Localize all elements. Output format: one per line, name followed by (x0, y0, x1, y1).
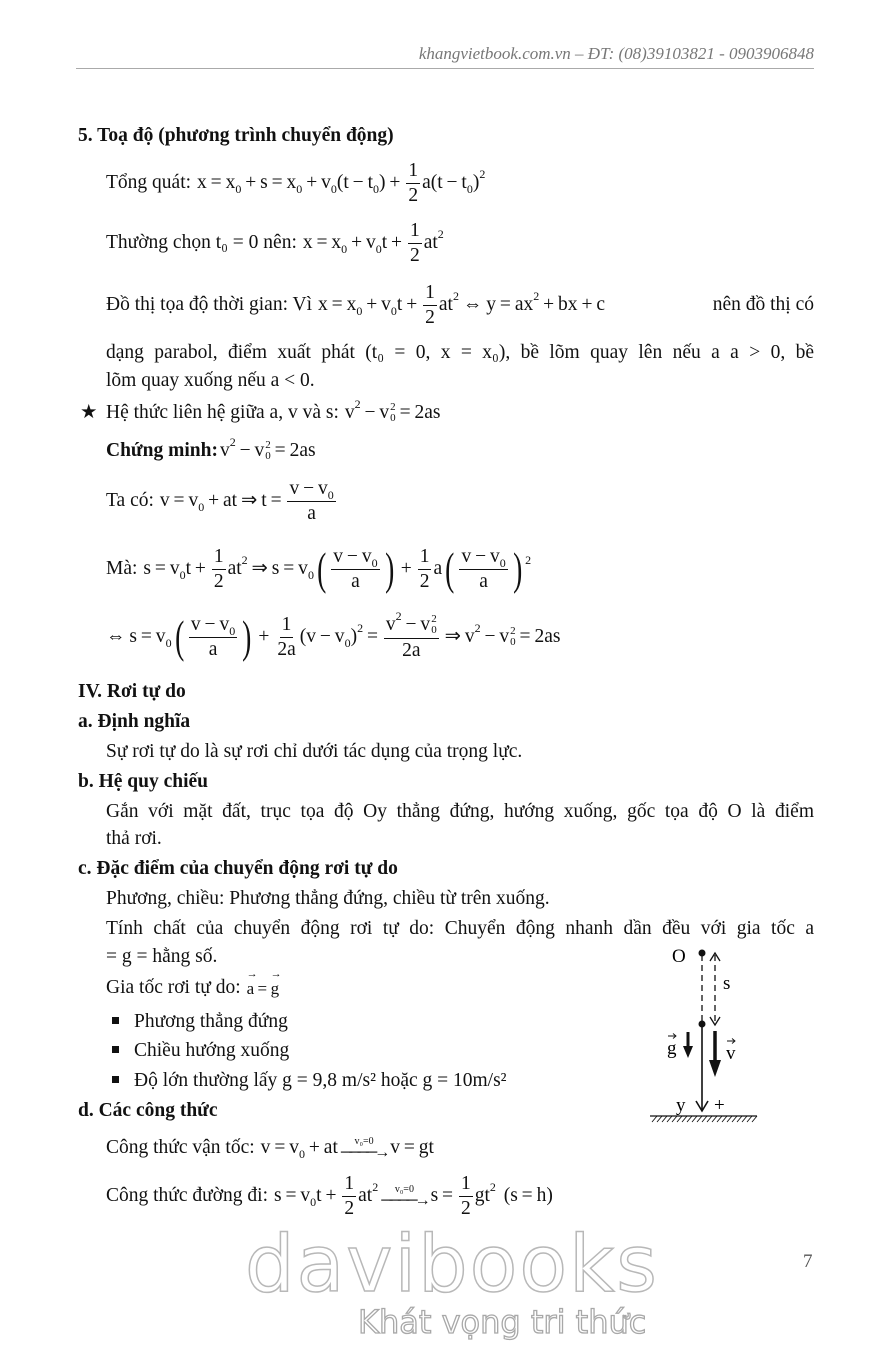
star-icon: ★ (80, 402, 98, 424)
taco-line (106, 477, 338, 525)
math-text: + v (347, 232, 376, 254)
label: Tổng quát: (106, 172, 192, 194)
math-text: + s = x (241, 172, 297, 194)
superscript: 2 (241, 553, 248, 567)
denominator (406, 184, 420, 206)
large-parenthesis: ) (242, 611, 252, 662)
superscript: 2 (533, 289, 540, 303)
superscript: 2 (489, 1180, 496, 1194)
numerator (459, 1174, 473, 1197)
numerator (287, 479, 335, 502)
denominator (477, 570, 490, 592)
subscript: 0 (466, 182, 473, 196)
math-text: + (254, 626, 274, 648)
subscript: 0 (179, 568, 186, 582)
large-parenthesis: ) (512, 543, 523, 594)
math-text: 2 (460, 1197, 471, 1219)
equation (247, 980, 279, 997)
page-number: 7 (803, 1251, 813, 1272)
fraction (408, 221, 422, 265)
math-text: + v (362, 294, 391, 316)
superscript: 2 (431, 612, 437, 625)
sub-superscript (431, 614, 437, 636)
math-text: s = (430, 1185, 457, 1207)
numerator (418, 547, 432, 570)
bullet-icon (112, 1046, 119, 1053)
page-header: khangvietbook.com.vn – ĐT: (08)39103821 - 0903906848 (418, 44, 814, 63)
text: nên đồ thị có (712, 294, 814, 316)
parabola-text-2: lõm quay xuống nếu a < 0. (106, 370, 315, 391)
math-text: 1 (419, 546, 430, 567)
bullet-icon (112, 1076, 119, 1083)
superscript: 2 (525, 553, 532, 567)
math-text: v = v (260, 1137, 299, 1159)
arrow-condition: v₀=0 (394, 1183, 414, 1195)
math-text: 2 (213, 570, 224, 592)
math-text: a(t − t (422, 172, 467, 194)
large-parenthesis: ( (317, 543, 327, 594)
subscript: 0 (307, 568, 314, 582)
subscript: 0 (344, 636, 351, 650)
superscript: 2 (357, 621, 364, 635)
fraction (418, 547, 432, 591)
watermark-slogan: Khát vọng tri thức (358, 1303, 647, 1341)
equation (106, 608, 561, 662)
fraction (331, 547, 379, 591)
free-fall-diagram (640, 935, 770, 1130)
equation (344, 397, 441, 424)
superscript: 2 (372, 1180, 379, 1194)
large-parenthesis: ) (384, 543, 394, 594)
subscript: 0 (356, 304, 363, 318)
math-text: (s = h) (495, 1185, 553, 1207)
math-text: s = v (143, 558, 180, 580)
subscript: 0 (341, 242, 348, 256)
math-text: = (254, 978, 271, 998)
math-text: a (351, 570, 360, 592)
subscript: 0 (390, 304, 397, 318)
math-text: 1 (460, 1173, 471, 1194)
equation (318, 283, 605, 327)
subscript: 0 (330, 182, 337, 196)
bullet-text: Độ lớn thường lấy g = 9,8 m/s² hoặc g = 10m/s² (134, 1070, 507, 1091)
math-text: = 2as (515, 626, 561, 648)
numerator (408, 221, 422, 244)
arrow-icon: ────→ (340, 1143, 388, 1161)
subsection-d-title: d. Các công thức (78, 1100, 218, 1121)
math-text: at (358, 1185, 373, 1207)
denominator (423, 306, 437, 328)
fraction (423, 283, 437, 327)
math-text: 2a (402, 639, 421, 661)
math-text: 2 (408, 184, 419, 206)
subscript: 0 (229, 623, 236, 638)
origin-label: O (672, 946, 686, 967)
v-label: v (726, 1043, 736, 1064)
math-text: t + (396, 294, 422, 316)
acceleration-line (106, 974, 279, 1002)
math-text: ) (350, 626, 358, 648)
math-text: − v (480, 626, 510, 648)
fraction (459, 1174, 473, 1218)
large-parenthesis: ( (445, 543, 455, 594)
watermark-logo: davibooks (245, 1220, 659, 1310)
bullet-icon (112, 1017, 119, 1024)
subscript: 0 (375, 242, 382, 256)
fraction (275, 615, 297, 659)
denominator (207, 638, 220, 660)
math-text: ) + (379, 172, 405, 194)
math-text: a (479, 570, 488, 592)
relation-line (80, 398, 440, 428)
subscript: 0 (327, 487, 334, 502)
numerator (406, 161, 420, 184)
frame-text-2: thả rơi. (106, 828, 162, 849)
arrow-condition: v₀=0 (354, 1135, 374, 1147)
g-label: g (667, 1038, 677, 1059)
math-text: ⇒ s = v (247, 558, 308, 580)
subscript: 0 (510, 636, 516, 648)
math-text: x = x (302, 232, 342, 254)
subscript: 0 (373, 182, 379, 196)
math-text: (t − t (336, 172, 373, 194)
superscript: 2 (229, 435, 236, 449)
definition-text: Sự rơi tự do là sự rơi chỉ dưới tác dụng của trọng lực. (106, 741, 523, 762)
subscript: 0 (390, 412, 396, 424)
bullet-text: Chiều hướng xuống (134, 1040, 290, 1061)
general-formula (106, 160, 485, 206)
math-text: ⇔ s = v (106, 626, 166, 648)
denominator (418, 570, 432, 592)
bullet-text: Phương thẳng đứng (134, 1011, 288, 1032)
fraction (384, 608, 439, 661)
math-text: a (208, 638, 218, 660)
label: Mà: (106, 558, 138, 580)
ground-hatch (652, 1116, 757, 1122)
math-text: − v (401, 614, 431, 635)
math-text: at (227, 558, 242, 580)
g-arrow-icon (683, 1046, 693, 1058)
property-text: Tính chất của chuyển động rơi tự do: Chuyển động nhanh dần đều với gia tốc a (106, 918, 814, 939)
subscript: 0 (198, 500, 205, 514)
label: Công thức vận tốc: (106, 1137, 255, 1159)
equation (143, 543, 532, 594)
y-label: y (676, 1095, 686, 1116)
denominator (400, 639, 422, 661)
math-text: v − v (190, 614, 230, 635)
graph-formula (106, 282, 814, 328)
arrow-icon: ────→ (381, 1191, 428, 1209)
fraction (459, 547, 507, 591)
subscript: 0 (310, 1195, 317, 1209)
math-text: = 2as (395, 402, 441, 424)
proof-line (106, 436, 316, 466)
superscript: 2 (437, 227, 444, 241)
equation (303, 221, 444, 265)
equation (274, 1174, 553, 1218)
math-text: = 2as (270, 440, 316, 462)
math-text: 2 (425, 306, 435, 328)
equation (261, 1137, 434, 1160)
math-text: ⇒ v (440, 626, 475, 648)
numerator (384, 608, 439, 639)
math-text: a (307, 502, 316, 524)
math-text: 1 (213, 546, 224, 567)
math-text: − v (360, 402, 390, 424)
numerator (189, 615, 237, 638)
denominator (349, 570, 362, 592)
frame-text: Gắn với mặt đất, trục tọa độ Oy thẳng đứng, hướng xuống, gốc tọa độ O là điểm (106, 801, 814, 822)
label: Ta có: (106, 490, 154, 512)
math-text: t + (185, 558, 210, 580)
subscript: 0 (235, 182, 242, 196)
direction-text: Phương, chiều: Phương thẳng đứng, chiều từ trên xuống. (106, 888, 550, 909)
denominator (212, 570, 226, 592)
subsection-c-title: c. Đặc điểm của chuyển động rơi tự do (78, 858, 398, 879)
denominator (305, 502, 318, 524)
math-text: at (423, 232, 438, 254)
velocity-formula (106, 1132, 434, 1164)
choose-formula (106, 220, 444, 266)
math-text: 1 (281, 614, 292, 635)
numerator (459, 547, 507, 570)
math-text: ⇔ y = ax (458, 294, 534, 316)
subscript: 0 (371, 555, 378, 570)
subscript: 0 (499, 555, 506, 570)
label: Chứng minh: (106, 440, 218, 462)
final-line (100, 610, 560, 664)
superscript: 2 (452, 289, 459, 303)
math-text: v = v (159, 490, 199, 512)
math-text: x = x (318, 294, 357, 316)
implies-arrow (381, 1185, 427, 1208)
property-text-2: = g = hằng số. (106, 946, 218, 967)
plus-label: + (714, 1095, 725, 1116)
math-text: x = x (197, 172, 236, 194)
math-text: = (363, 626, 382, 648)
superscript: 2 (390, 401, 396, 413)
equation (219, 435, 316, 462)
denominator (342, 1197, 356, 1219)
superscript: 2 (474, 621, 481, 635)
bullet-item (112, 1012, 288, 1032)
math-text: v − v (289, 478, 328, 499)
parabola-text: dạng parabol, điểm xuất phát (t₀ = 0, x = x₀), bề lõm quay lên nếu a a > 0, bề (106, 342, 814, 363)
math-text: v (344, 402, 355, 424)
math-text: 1 (344, 1173, 355, 1194)
superscript: 2 (510, 625, 516, 637)
math-text: gt (474, 1185, 490, 1207)
math-text: 2a (277, 638, 296, 660)
numerator (331, 547, 379, 570)
ma-line (106, 542, 531, 596)
subscript: 0 (298, 1146, 305, 1161)
math-text: 1 (408, 160, 419, 181)
math-text: t + (316, 1185, 341, 1207)
math-text: v − v (333, 546, 372, 567)
numerator (423, 283, 437, 306)
math-text: a (433, 558, 443, 580)
math-text: + v (302, 172, 331, 194)
math-text: + at (304, 1137, 338, 1159)
math-text: v − v (461, 546, 500, 567)
subscript: 0 (165, 636, 172, 650)
distance-formula (106, 1172, 553, 1220)
denominator (408, 244, 422, 266)
v-arrow-icon (709, 1060, 721, 1077)
math-text: + bx + c (539, 294, 606, 316)
vector: → g (271, 980, 280, 997)
label: Gia tốc rơi tự do: (106, 977, 241, 999)
math-text: 1 (409, 220, 420, 241)
fraction (212, 547, 226, 591)
math-text: at (438, 294, 453, 316)
fraction (406, 161, 420, 205)
math-text: v = gt (390, 1137, 434, 1159)
section-4-title: IV. Rơi tự do (78, 681, 186, 702)
denominator (459, 1197, 473, 1219)
fraction (287, 479, 335, 523)
fraction (342, 1174, 356, 1218)
numerator (212, 547, 226, 570)
math-text: v (219, 440, 230, 462)
subsection-b-title: b. Hệ quy chiếu (78, 771, 209, 792)
implies-arrow (341, 1137, 387, 1160)
section-5-title: 5. Toạ độ (phương trình chuyển động) (78, 125, 394, 146)
equation (160, 479, 338, 523)
label: Thường chọn t₀ = 0 nên: (106, 232, 297, 254)
math-text: 2 (344, 1197, 355, 1219)
math-text: v (385, 614, 396, 635)
subscript: 0 (431, 623, 437, 636)
header-rule (76, 68, 814, 69)
bullet-item (112, 1071, 507, 1091)
denominator (275, 638, 297, 660)
equation (197, 161, 485, 205)
s-label: s (723, 973, 731, 994)
bullet-item (112, 1041, 289, 1061)
vector: → a (247, 980, 255, 997)
math-text: − v (235, 440, 265, 462)
math-text: 2 (409, 244, 420, 266)
superscript: 2 (479, 167, 486, 181)
math-text: 2 (419, 570, 430, 592)
label: Hệ thức liên hệ giữa a, v và s: (106, 402, 339, 424)
superscript: 2 (395, 608, 402, 623)
math-text: + at ⇒ t = (204, 490, 286, 512)
math-text: 1 (425, 282, 435, 303)
large-parenthesis: ( (174, 611, 184, 662)
numerator (342, 1174, 356, 1197)
math-text: + (396, 558, 416, 580)
math-text: t + (381, 232, 406, 254)
subsection-a-title: a. Định nghĩa (78, 711, 191, 732)
numerator (280, 615, 294, 638)
superscript: 2 (354, 397, 361, 411)
math-text: s = v (274, 1185, 311, 1207)
math-text: (v − v (299, 626, 345, 648)
superscript: 2 (265, 439, 271, 451)
fraction (189, 615, 237, 659)
subscript: 0 (296, 182, 303, 196)
subscript: 0 (265, 450, 271, 462)
math-text: ) (472, 172, 480, 194)
label: Đồ thị tọa độ thời gian: Vì (106, 294, 313, 316)
label: Công thức đường đi: (106, 1185, 268, 1207)
